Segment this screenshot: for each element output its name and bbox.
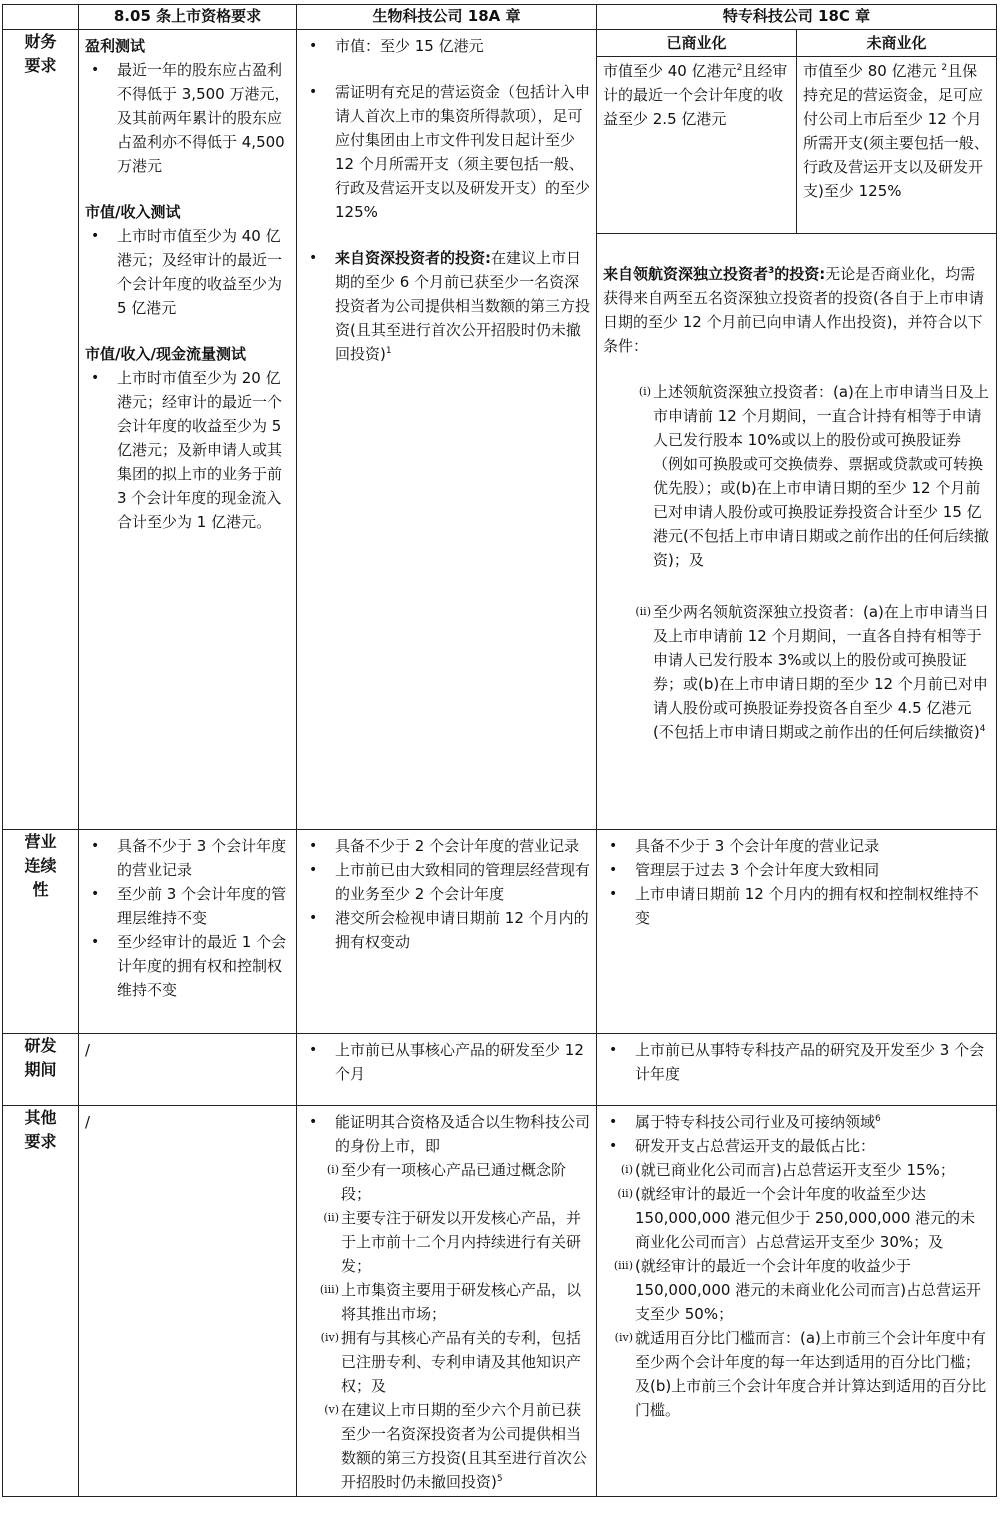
subheader-commercialised: 已商业化 [666,34,727,52]
rd-tech-item: • 上市前已从事特专科技产品的研究及开发至少 3 个会计年度 [603,1038,990,1086]
mc-revenue-test-bullet: • 上市时市值至少为 40 亿港元；及经审计的最近一个会计年度的收益至少为 5 亿港元 [85,224,290,320]
other-bio-item: (iv) 拥有与其核心产品有关的专利，包括已注册专利、专利申请及其他知识产权；及 [320,1329,582,1395]
continuity-rule-cell [79,830,297,1034]
header-biotech-18a: 生物科技公司 18A 章 [297,5,597,30]
continuity-tech-item: • 管理层于过去 3 个会计年度大致相同 [603,858,990,882]
row-label-rd: 研发期间 [3,1034,79,1106]
rd-rule-cell: / [79,1034,297,1106]
subheader-non-commercialised: 未商业化 [796,30,996,56]
other-tech-item: (iii) (就经审计的最近一个会计年度的收益少于 150,000,000 港元的未商业化公司而言)占总营运开支至少 50%； [613,1257,982,1323]
rd-bio-item: • 上市前已从事核心产品的研发至少 12 个月 [303,1038,590,1086]
header-row [3,5,997,30]
rd-bio-cell [297,1034,597,1106]
continuity-tech-item: • 上市申请日期前 12 个月内的拥有权和控制权维持不变 [603,882,990,930]
other-tech-rd-ratio-bullet: • 研发开支占总营运开支的最低占比： [603,1134,990,1158]
other-tech-item: (i) (就已商业化公司而言)占总营运开支至少 15%； [620,1161,955,1179]
other-rule-cell: / [79,1106,297,1497]
profit-test-bullet: • 最近一年的股东应占盈利不得低于 3,500 万港元，及其前两年累计的股东应占盈利亦不得低于 4,500 万港元 [85,58,290,178]
row-label-other: 其他要求 [3,1106,79,1497]
tech-lead-investor-item-ii: (ii) 至少两名领航资深独立投资者：(a)在上市申请当日及上市申请前 12 个月期间，一直各自持有相等于申请人已发行股本 3%或以上的股份或可换股证券；或(b)在上市申请日期的至少 12 个月前已对申请人股份或可换股证券投资各自至少 4.5 亿港元(不包括上市申请日期或之前作出的任何后续撤资)$^4$ [635,603,989,741]
row-other [3,1106,997,1497]
bio-sophisticated-investor-bullet: • 来自资深投资者的投资:在建议上市日期的至少 6 个月前已获至少一名资深投资者为公司提供相当数额的第三方投资(且其至进行首次公开招股时仍未撤回投资)$^1$ [303,246,590,366]
financial-rule-cell [79,30,297,830]
continuity-bio-item: • 港交所会检视申请日期前 12 个月内的拥有权变动 [303,906,590,954]
tech-non-commercialised-requirement: 市值至少 80 亿港元 $^2$且保持充足的营运资金，足可应付公司上市后至少 12 个月所需开支(须主要包括一般、行政及营运开支以及研发开支)至少 125% [796,57,996,233]
header-rule-805: 8.05 条上市资格要求 [79,5,297,30]
other-bio-item: (iii) 上市集资主要用于研发核心产品，以将其推出市场； [319,1281,582,1323]
bio-market-cap-bullet: • 市值：至少 15 亿港元 [303,34,590,58]
tech-lead-investor-intro: 来自领航资深独立投资者$^3$的投资:无论是否商业化，均需获得来自两至五名资深独立投资者的投资(各自于上市申请日期的至少 12 个月前已向申请人作出投资)，并符合以下条件： [603,265,984,355]
other-tech-industry-bullet: • 属于特专科技公司行业及可接纳领域$^6$ [603,1110,990,1134]
financial-tech-cell [597,30,997,830]
continuity-tech-item: • 具备不少于 3 个会计年度的营业记录 [603,834,990,858]
rd-tech-cell [597,1034,997,1106]
other-bio-item: (v) 在建议上市日期的至少六个月前已获至少一名资深投资者为公司提供相当数额的第三方投资(且其至进行首次公开招股时仍未撤回投资)$^5$ [324,1401,587,1491]
mc-revenue-cashflow-test-title: 市值/收入/现金流量测试 [85,345,246,363]
header-specialist-tech-18c: 特专科技公司 18C 章 [597,5,997,30]
row-financial [3,30,997,830]
continuity-bio-item: • 上市前已由大致相同的管理层经营现有的业务至少 2 个会计年度 [303,858,590,906]
tech-commercialised-requirement: 市值至少 40 亿港元$^2$且经审计的最近一个会计年度的收益至少 2.5 亿港元 [603,62,788,128]
continuity-bio-item: • 具备不少于 2 个会计年度的营业记录 [303,834,590,858]
other-tech-cell [597,1106,997,1497]
other-tech-item: (iv) 就适用百分比门槛而言：(a)上市前三个会计年度中有至少两个会计年度的每一年达到适用的百分比门槛；及(b)上市前三个会计年度合并计算达到适用的百分比门槛。 [614,1329,987,1419]
other-bio-item: (i) 至少有一项核心产品已通过概念阶段； [326,1161,567,1203]
tech-lead-investor-item-i: (i) 上述领航资深独立投资者：(a)在上市申请当日及上市申请前 12 个月期间，一直合计持有相等于申请人已发行股本 10%或以上的股份或可换股证券（例如可换股或可交换债券、票据或贷款或可转换优先股）；或(b)在上市申请日期的至少 12 个月前已对申请人股份或可换股证券投资合计至少 15 亿港元(不包括上市申请日期或之前作出的任何后续撤资)；及 [638,383,989,569]
profit-test-title: 盈利测试 [85,37,146,55]
row-label-continuity: 营业连续性 [3,830,79,1034]
other-tech-item: (ii) (就经审计的最近一个会计年度的收益至少达 150,000,000 港元但少于 250,000,000 港元的未商业化公司而言）占总营运开支至少 30%；及 [617,1185,976,1251]
financial-bio-cell [297,30,597,830]
row-rd [3,1034,997,1106]
continuity-tech-cell [597,830,997,1034]
other-bio-cell [297,1106,597,1497]
mc-revenue-cashflow-test-bullet: • 上市时市值至少为 20 亿港元；经审计的最近一个会计年度的收益至少为 5 亿港元；及新申请人或其集团的拟上市的业务于前 3 个会计年度的现金流入合计至少为 1 亿港元。 [85,366,290,534]
row-label-financial: 财务要求 [3,30,79,830]
continuity-rule-item: • 具备不少于 3 个会计年度的营业记录 [85,834,290,882]
continuity-rule-item: • 至少经审计的最近 1 个会计年度的拥有权和控制权维持不变 [85,930,290,1002]
other-bio-item: (ii) 主要专注于研发以开发核心产品，并于上市前十二个月内持续进行有关研发； [323,1209,582,1275]
mc-revenue-test-title: 市值/收入测试 [85,203,181,221]
listing-requirements-table [2,4,997,1497]
header-blank [3,5,79,30]
continuity-rule-item: • 至少前 3 个会计年度的管理层维持不变 [85,882,290,930]
bio-working-capital-bullet: • 需证明有充足的营运资金（包括计入申请人首次上市的集资所得款项），足可应付集团由上市文件刊发日起计至少 12 个月所需开支（须主要包括一般、行政及营运开支以及研发开支）的至少 125% [303,80,590,224]
other-bio-intro: • 能证明其合资格及适合以生物科技公司的身份上市，即 [303,1110,590,1158]
continuity-bio-cell [297,830,597,1034]
row-continuity [3,830,997,1034]
